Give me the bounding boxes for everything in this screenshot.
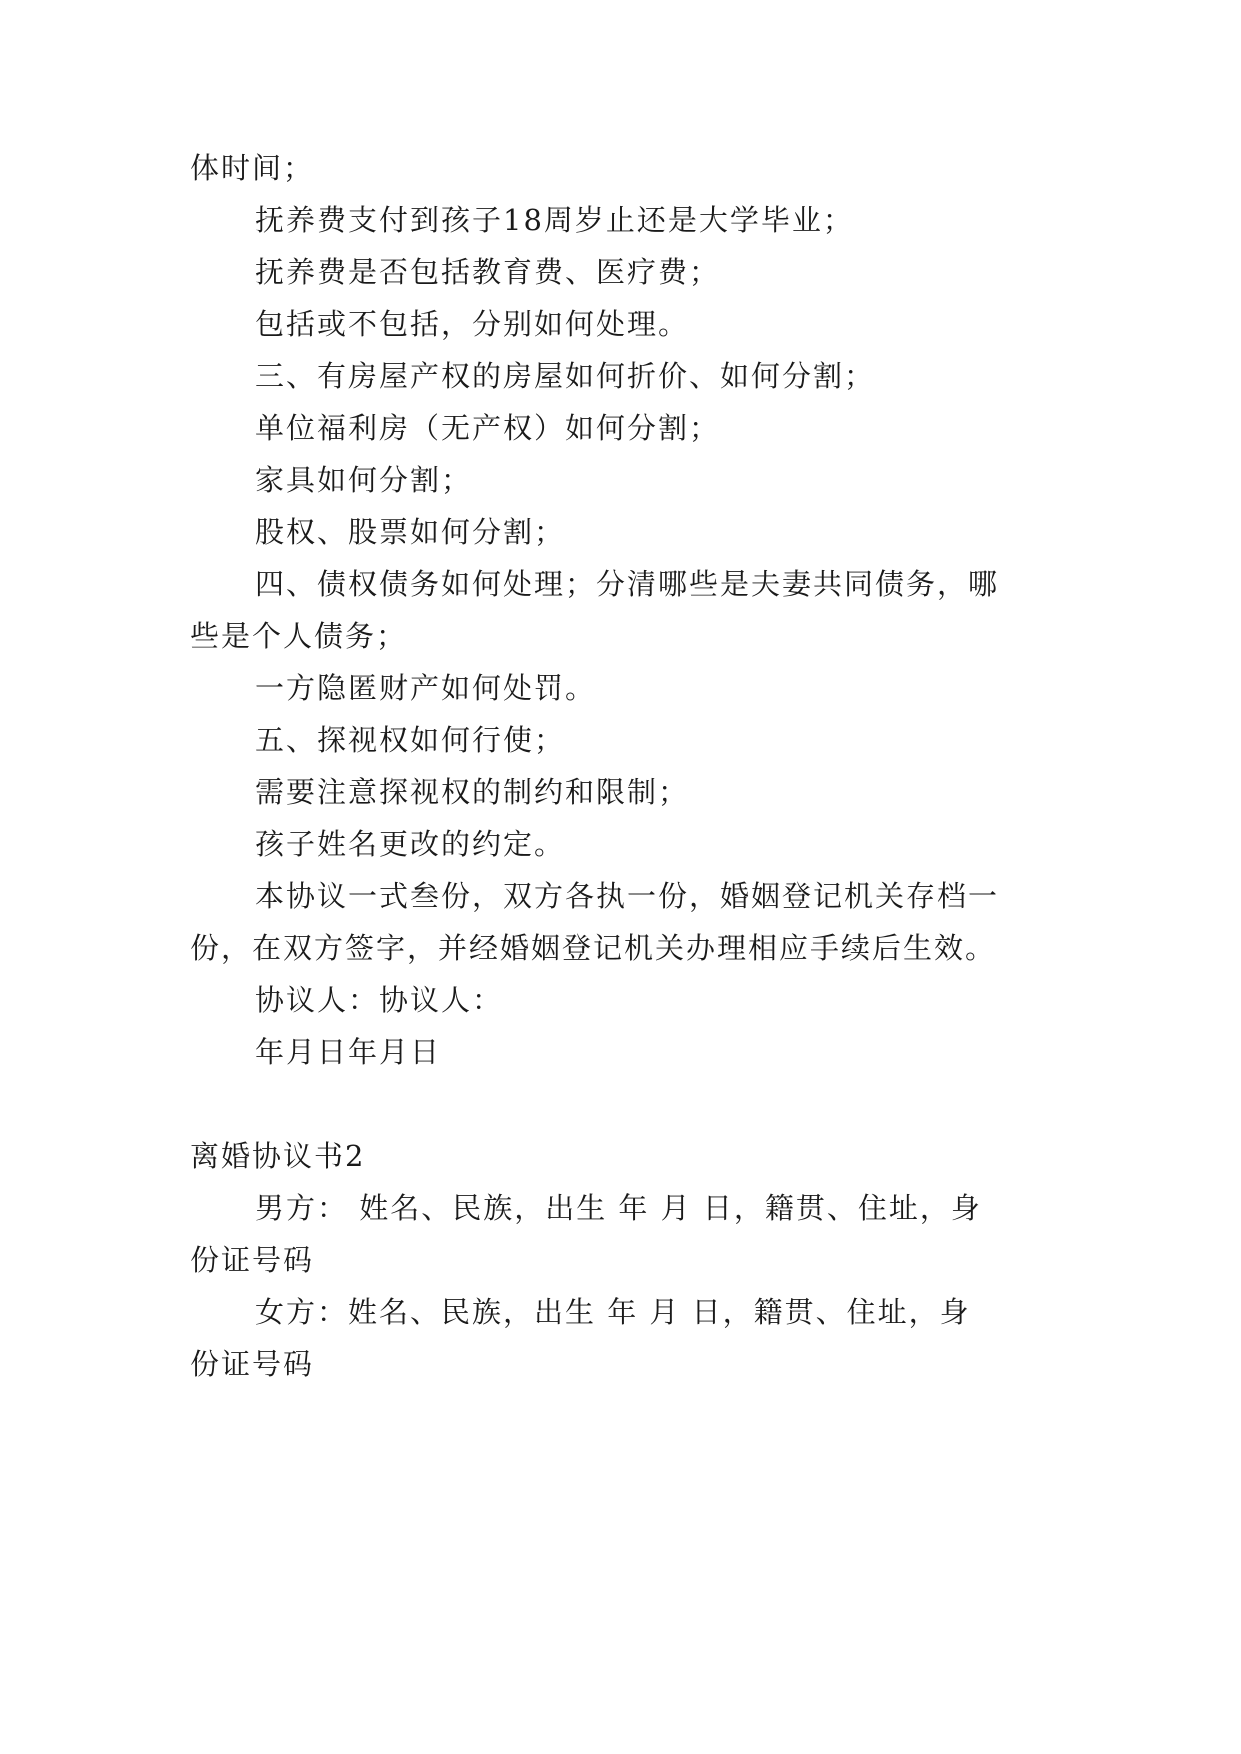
text-line: 男方： 姓名、民族，出生 年 月 日，籍贯、住址，身 [255, 1191, 982, 1225]
text-line: 需要注意探视权的制约和限制； [255, 775, 690, 809]
text-line: 抚养费支付到孩子18周岁止还是大学毕业； [255, 203, 854, 237]
text-line: 股权、股票如何分割； [255, 515, 566, 549]
text-line: 五、探视权如何行使； [255, 723, 566, 757]
text-line: 家具如何分割； [255, 463, 473, 497]
text-line: 体时间； [190, 151, 315, 185]
text-line: 四、债权债务如何处理；分清哪些是夫妻共同债务，哪 [255, 567, 1000, 601]
text-line: 份证号码 [190, 1347, 315, 1381]
section-title: 离婚协议书2 [190, 1139, 366, 1173]
text-line: 协议人：协议人： [255, 983, 504, 1017]
text-line: 份，在双方签字，并经婚姻登记机关办理相应手续后生效。 [190, 931, 997, 965]
text-line: 本协议一式叁份，双方各执一份，婚姻登记机关存档一 [255, 879, 1000, 913]
text-line: 些是个人债务； [190, 619, 408, 653]
text-line: 年月日年月日 [255, 1035, 442, 1069]
text-line: 一方隐匿财产如何处罚。 [255, 671, 597, 705]
text-line: 包括或不包括，分别如何处理。 [255, 307, 690, 341]
text-line: 单位福利房（无产权）如何分割； [255, 411, 721, 445]
text-line: 女方：姓名、民族，出生 年 月 日，籍贯、住址，身 [255, 1295, 971, 1329]
text-line: 份证号码 [190, 1243, 315, 1277]
text-line: 孩子姓名更改的约定。 [255, 827, 566, 861]
text-line: 三、有房屋产权的房屋如何折价、如何分割； [255, 359, 876, 393]
text-line: 抚养费是否包括教育费、医疗费； [255, 255, 721, 289]
